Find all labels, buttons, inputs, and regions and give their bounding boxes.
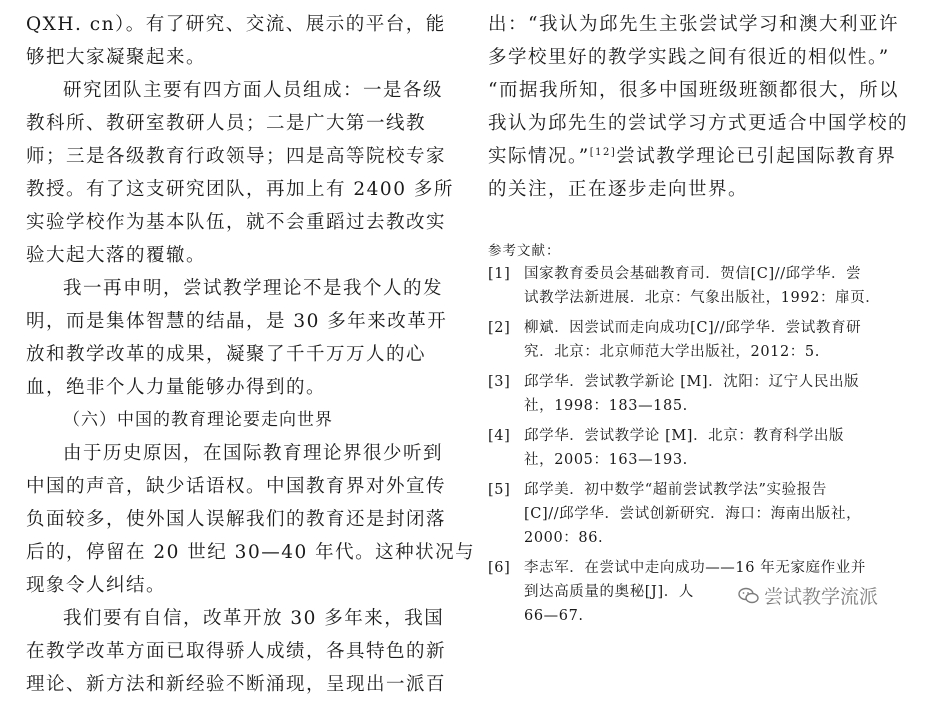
reference-item	[488, 478, 908, 550]
text-line: 教科所、教研室教研人员；二是广大第一线教	[26, 113, 427, 134]
reference-item	[488, 316, 908, 364]
reference-text: 试教学法新进展．北京：气象出版社，1992：扉页．	[524, 290, 881, 306]
text-line: 出：“我认为邱先生主张尝试学习和澳大利亚许	[488, 14, 899, 35]
text-line: 血，绝非个人力量能够办得到的。	[26, 377, 327, 398]
text-segment: 实际情况。”	[488, 146, 590, 167]
left-column	[26, 8, 476, 701]
text-line: 由于历史原因，在国际教育理论界很少听到	[63, 443, 444, 464]
reference-text: 究．北京：北京师范大学出版社，2012：5.	[524, 344, 820, 360]
reference-text: 2000：86.	[524, 530, 604, 546]
reference-text: [C]//邱学华．尝试创新研究．海口：海南出版社，	[524, 506, 862, 522]
text-line: 我们要有自信，改革开放 30 多年来，我国	[63, 608, 445, 629]
text-line-with-citation	[488, 140, 908, 173]
references-list	[488, 262, 908, 634]
text-line: 明，而是集体智慧的结晶，是 30 多年来改革开	[26, 311, 448, 332]
reference-number: [5]	[488, 482, 511, 498]
watermark-text: 尝试教学流派	[764, 586, 879, 608]
citation-marker: [12]	[589, 146, 617, 158]
text-line: 现象令人纠结。	[26, 575, 167, 596]
text-line: “而据我所知，很多中国班级班额都很大，所以	[488, 80, 899, 101]
reference-number: [3]	[488, 374, 511, 390]
text-line: 验大起大落的覆辙。	[26, 245, 207, 266]
text-line: 后的，停留在 20 世纪 30—40 年代。这种状况与	[26, 542, 476, 563]
text-line: 多学校里好的教学实践之间有很近的相似性。”	[488, 47, 890, 68]
references-title: 参考文献：	[488, 243, 561, 259]
text-line: 我一再申明，尝试教学理论不是我个人的发	[63, 278, 444, 299]
text-line: 研究团队主要有四方面人员组成：一是各级	[63, 80, 444, 101]
text-segment: 尝试教学理论已引起国际教育界	[616, 146, 897, 167]
reference-text: 邱学华．尝试教学新论 [M]．沈阳：辽宁人民出版	[524, 374, 860, 390]
section-heading: （六）中国的教育理论要走向世界	[63, 410, 333, 430]
text-line: 师；三是各级教育行政领导；四是高等院校专家	[26, 146, 447, 167]
reference-text: 社，1998：183—185.	[524, 398, 688, 414]
reference-item	[488, 370, 908, 418]
watermark	[738, 582, 878, 609]
text-line: 我认为邱先生的尝试学习方式更适合中国学校的	[488, 113, 909, 134]
reference-number: [6]	[488, 560, 511, 576]
reference-text: 邱学美．初中数学“超前尝试教学法”实验报告	[524, 482, 827, 498]
reference-text: 国家教育委员会基础教育司．贺信[C]//邱学华．尝	[524, 266, 862, 282]
reference-text: 李志军．在尝试中走向成功——16 年无家庭作业并	[524, 560, 866, 576]
text-line: 够把大家凝聚起来。	[26, 47, 207, 68]
text-line: 负面较多，使外国人误解我们的教育还是封闭落	[26, 509, 447, 530]
text-line: 中国的声音，缺少话语权。中国教育界对外宣传	[26, 476, 447, 497]
wechat-icon	[738, 587, 760, 605]
text-line: 理论、新方法和新经验不断涌现，呈现出一派百	[26, 674, 447, 695]
reference-number: [2]	[488, 320, 511, 336]
text-line: 的关注，正在逐步走向世界。	[488, 179, 749, 200]
text-line: 在教学改革方面已取得骄人成绩，各具特色的新	[26, 641, 447, 662]
reference-text: 柳斌．因尝试而走向成功[C]//邱学华．尝试教育研	[524, 320, 862, 336]
reference-text: 社，2005：163—193.	[524, 452, 688, 468]
reference-text: 邱学华．尝试教学论 [M]．北京：教育科学出版	[524, 428, 845, 444]
text-line: 放和教学改革的成果，凝聚了千千万万人的心	[26, 344, 427, 365]
reference-item	[488, 262, 908, 310]
text-line: 实验学校作为基本队伍，就不会重蹈过去教改实	[26, 212, 447, 233]
reference-text: 66—67.	[524, 608, 584, 624]
reference-item	[488, 424, 908, 472]
text-line: 教授。有了这支研究团队，再加上有 2400 多所	[26, 179, 454, 200]
text-line: QXH. cn）。有了研究、交流、展示的平台，能	[26, 14, 446, 35]
reference-number: [1]	[488, 266, 511, 282]
reference-number: [4]	[488, 428, 511, 444]
reference-text: 到达高质量的奥秘[J]．人	[524, 584, 694, 600]
